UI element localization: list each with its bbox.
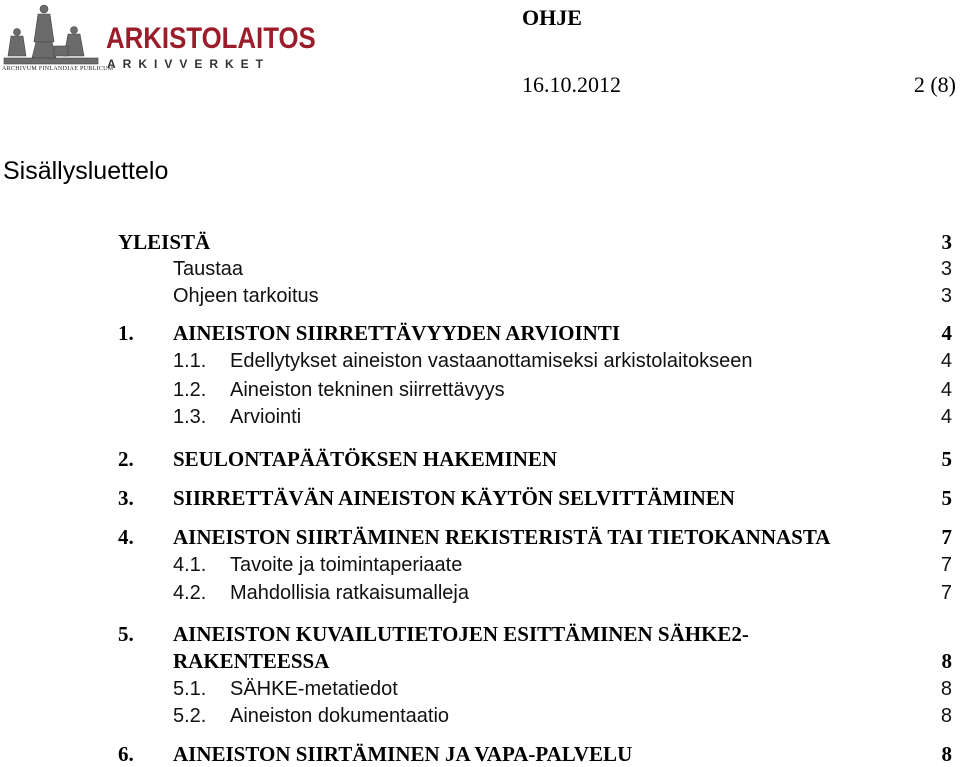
toc-entry-title: Aineiston tekninen siirrettävyys — [230, 379, 505, 401]
toc-entry-page: 7 — [940, 554, 952, 576]
toc-entry-number: 4.1. — [173, 554, 207, 576]
toc-entry-page: 4 — [941, 321, 952, 345]
toc-entry-continuation[interactable] — [0, 648, 960, 674]
toc-entry-number: 1.2. — [173, 379, 207, 401]
toc-entry-title: AINEISTON SIIRTÄMINEN REKISTERISTÄ TAI TIETOKANNASTA — [173, 525, 831, 549]
document-date: 16.10.2012 — [522, 72, 621, 97]
toc-entry-page: 7 — [940, 582, 952, 604]
toc-entry-page: 8 — [941, 742, 952, 766]
toc-entry-number: 4.2. — [173, 582, 207, 604]
toc-entry-title: SÄHKE-metatiedot — [230, 678, 398, 700]
statue-emblem-icon — [2, 2, 102, 68]
toc-entry[interactable] — [0, 377, 960, 403]
toc-entry-title: SIIRRETTÄVÄN AINEISTON KÄYTÖN SELVITTÄMINEN — [173, 486, 735, 510]
page-number: 2 (8) — [913, 72, 956, 97]
toc-entry-title: SEULONTAPÄÄTÖKSEN HAKEMINEN — [173, 447, 558, 471]
toc-entry-title: Mahdollisia ratkaisumalleja — [230, 582, 469, 604]
toc-entry[interactable] — [0, 446, 960, 472]
toc-entry-title: RAKENTEESSA — [173, 649, 330, 673]
arkistolaitos-logo — [0, 0, 316, 80]
toc-entry-title: Taustaa — [173, 258, 244, 280]
toc-entry[interactable] — [0, 741, 960, 767]
toc-entry[interactable] — [0, 485, 960, 511]
logo-name: ARKISTOLAITOS — [106, 22, 316, 55]
toc-entry[interactable] — [0, 703, 960, 729]
toc-entry-number: 6. — [118, 742, 134, 766]
toc-entry-page: 3 — [940, 285, 952, 307]
toc-entry[interactable] — [0, 320, 960, 346]
toc-entry-title: AINEISTON KUVAILUTIETOJEN ESITTÄMINEN SÄHKE2- — [173, 622, 749, 646]
toc-entry-number: 1. — [118, 321, 134, 345]
toc-entry-number: 5.1. — [173, 678, 207, 700]
toc-entry-title: Tavoite ja toimintaperiaate — [230, 554, 463, 576]
toc-entry-title: Arviointi — [230, 406, 302, 428]
toc-entry[interactable] — [0, 283, 960, 309]
toc-entry-title: AINEISTON SIIRRETTÄVYYDEN ARVIOINTI — [173, 321, 620, 345]
document-type: OHJE — [522, 5, 582, 30]
toc-entry[interactable] — [0, 580, 960, 606]
toc-entry[interactable] — [0, 404, 960, 430]
logo-subname: ARKIVVERKET — [107, 57, 271, 71]
toc-entry-page: 8 — [940, 678, 952, 700]
toc-entry-number: 1.1. — [173, 350, 207, 372]
toc-entry[interactable] — [0, 229, 960, 255]
toc-entry-page: 8 — [941, 649, 952, 673]
toc-entry[interactable] — [0, 676, 960, 702]
toc-entry-page: 4 — [940, 350, 952, 372]
toc-entry-page: 7 — [941, 525, 952, 549]
toc-entry-title: AINEISTON SIIRTÄMINEN JA VAPA-PALVELU — [173, 742, 633, 766]
toc-entry-title: Aineiston dokumentaatio — [230, 705, 450, 727]
toc-entry[interactable] — [0, 552, 960, 578]
toc-entry-number: 3. — [118, 486, 134, 510]
toc-entry-page: 4 — [940, 406, 952, 428]
toc-heading: Sisällysluettelo — [3, 157, 169, 185]
toc-entry[interactable] — [0, 348, 960, 374]
toc-entry-number: 5.2. — [173, 705, 207, 727]
toc-entry-number: 4. — [118, 525, 134, 549]
toc-entry-page: 3 — [940, 258, 952, 280]
toc-entry-number: 2. — [118, 447, 134, 471]
toc-entry-page: 5 — [941, 447, 952, 471]
toc-entry-title: Edellytykset aineiston vastaanottamiseksi arkistolaitokseen — [230, 350, 753, 372]
toc-entry-page: 3 — [941, 230, 952, 254]
toc-entry-number: 5. — [118, 622, 134, 646]
toc-entry-page: 5 — [941, 486, 952, 510]
toc-entry[interactable] — [0, 256, 960, 282]
toc-entry[interactable] — [0, 524, 960, 550]
toc-entry-number: 1.3. — [173, 406, 207, 428]
logo-motto: ARCHIVUM FINLANDIAE PUBLICUM — [2, 66, 114, 72]
toc-entry-title: Ohjeen tarkoitus — [173, 285, 319, 307]
toc-entry-title: YLEISTÄ — [118, 230, 211, 254]
toc-entry-page: 4 — [940, 379, 952, 401]
toc-entry[interactable] — [0, 621, 960, 647]
toc-entry-page: 8 — [940, 705, 952, 727]
